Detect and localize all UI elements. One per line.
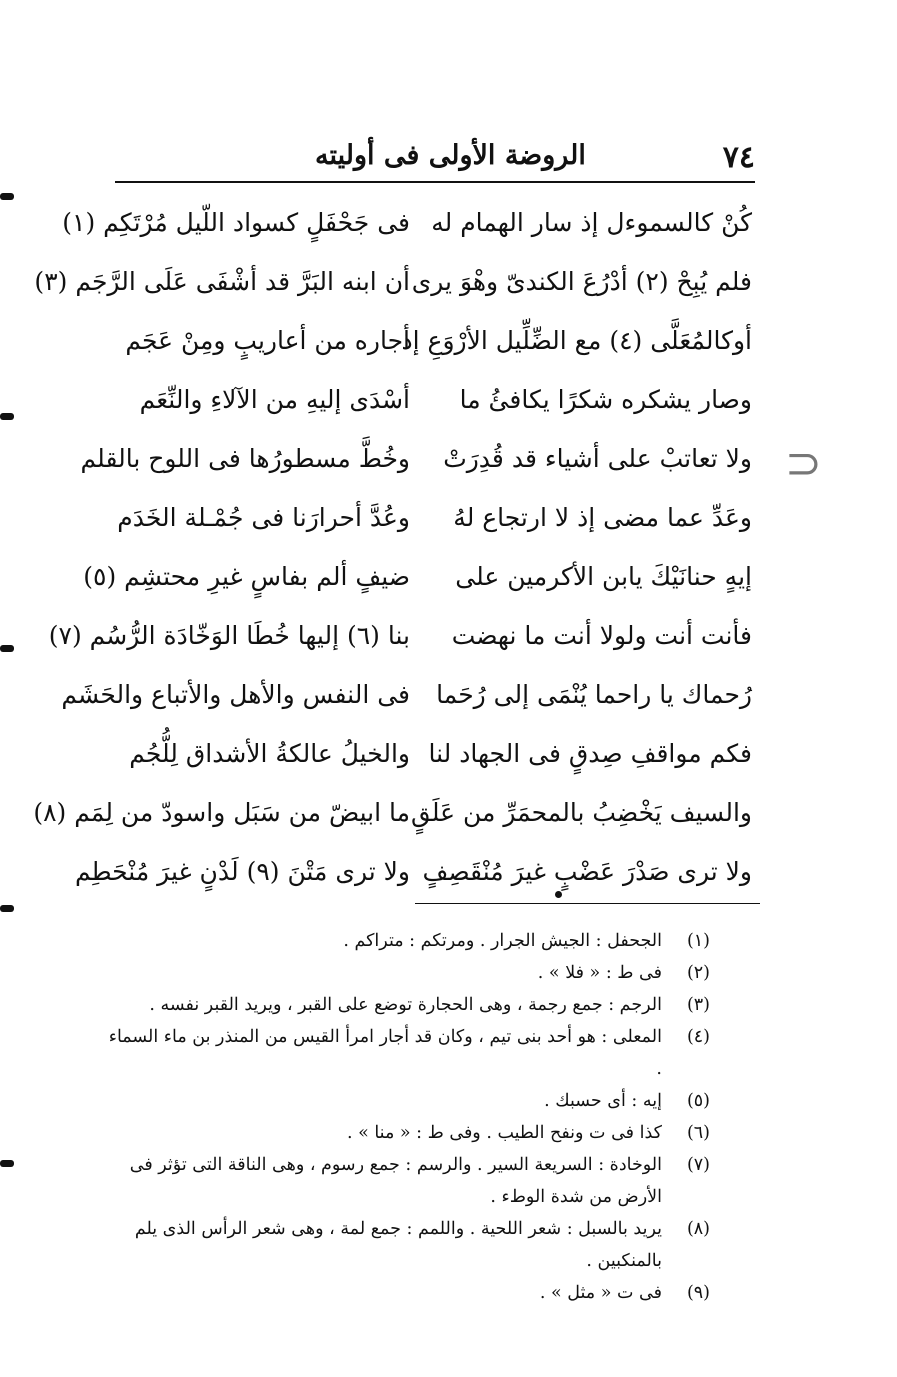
footnote xyxy=(100,1117,710,1149)
poem xyxy=(33,198,760,906)
verse xyxy=(48,611,760,670)
footnote-number: (٧) xyxy=(686,1155,710,1175)
binding-mark xyxy=(0,1160,14,1167)
first-hemistich: وعَدِّ عما مضى إذ لا ارتجاع لهُ xyxy=(453,503,752,532)
footnote-text: المعلى : هو أحد بنى تيم ، وكان قد أجار امرأ القيس من المنذر بن ماء السماء . xyxy=(108,1027,662,1079)
verse xyxy=(100,493,760,552)
verse xyxy=(83,552,760,611)
first-hemistich: فلم يُبِحْ (٢) أدْرُعَ الكندىّ وهْوَ يرى xyxy=(411,267,752,296)
footnote xyxy=(100,989,710,1021)
footnote-number: (٦) xyxy=(686,1123,710,1143)
footnote xyxy=(100,1149,710,1213)
first-hemistich: رُحماك يا راحما يُنْمَى إلى رُحَما xyxy=(436,680,752,709)
footnote xyxy=(100,1277,710,1309)
footnotes xyxy=(100,925,710,1309)
second-hemistich: فى النفس والأهل والأتباع والحَشَم xyxy=(61,680,410,709)
verse xyxy=(61,670,760,729)
verse xyxy=(62,198,760,257)
verse xyxy=(80,434,760,493)
verse xyxy=(34,257,760,316)
footnote-text: فى ط : « فلا » . xyxy=(537,963,662,983)
second-hemistich: بنا (٦) إليها خُطَا الوَخّادَة الرُّسُم (٧) xyxy=(48,621,410,650)
first-hemistich: ولا ترى صَدْرَ عَضْبٍ غيرَ مُنْقَصِفٍ xyxy=(422,857,752,886)
verse xyxy=(100,316,760,375)
footnote-number: (٢) xyxy=(686,963,710,983)
running-title: الروضة الأولى فى أوليته xyxy=(315,140,586,171)
second-hemistich: فى جَحْفَلٍ كسواد اللّيل مُرْتَكِم (١) xyxy=(62,208,410,237)
page-header xyxy=(115,140,755,180)
footnote-text: إيه : أى حسبك . xyxy=(544,1091,662,1111)
second-hemistich: أسْدَى إليهِ من الآلاءِ والنِّعَم xyxy=(139,385,410,414)
second-hemistich: والخيلُ عالكةُ الأشداق لِلُّجُم xyxy=(129,739,410,768)
verse xyxy=(33,788,760,847)
binding-mark xyxy=(0,413,14,420)
binding-mark xyxy=(0,193,14,200)
footnote-number: (٣) xyxy=(686,995,710,1015)
second-hemistich: ولا ترى مَتْنَ (٩) لَدْنٍ غيرَ مُنْحَطِم xyxy=(75,857,410,886)
verse xyxy=(75,847,760,906)
first-hemistich: ولا تعاتبْ على أشياء قد قُدِرَتْ xyxy=(443,444,752,473)
first-hemistich: كُنْ كالسموءل إذ سار الهمام له xyxy=(431,208,752,237)
first-hemistich: أوكالمُعَلَّى (٤) مع الضِّلِّيل الأرْوَعِ إذ xyxy=(401,326,752,355)
footnote-number: (٥) xyxy=(686,1091,710,1111)
footnote-text: كذا فى ت ونفح الطيب . وفى ط : « منا » . xyxy=(346,1123,662,1143)
margin-mark: ⊃ xyxy=(785,438,822,489)
footnote-separator xyxy=(415,903,760,904)
footnote-text: فى ت « مثل » . xyxy=(539,1283,662,1303)
footnote-number: (٨) xyxy=(686,1219,710,1239)
footnote-text: يريد بالسبل : شعر اللحية . واللمم : جمع لمة ، وهى شعر الرأس الذى يلم بالمنكبين . xyxy=(134,1219,662,1271)
first-hemistich: والسيف يَخْضِبُ بالمحمَرِّ من عَلَقٍ xyxy=(411,798,752,827)
footnote-text: الوخادة : السريعة السير . والرسم : جمع رسوم ، وهى الناقة التى تؤثر فى الأرض من شدة الوطء . xyxy=(129,1155,662,1207)
footnote xyxy=(100,1021,710,1085)
second-hemistich: أن ابنه البَرَّ قد أشْفَى عَلَى الرَّجَم (٣) xyxy=(34,267,410,296)
second-hemistich: ما ابيضّ من سَبَل واسودّ من لِمَم (٨) xyxy=(33,798,410,827)
footnote-number: (٩) xyxy=(686,1283,710,1303)
footnote xyxy=(100,957,710,989)
footnote-number: (١) xyxy=(686,931,710,951)
footnote-text: الرجم : جمع رجمة ، وهى الحجارة توضع على القبر ، ويريد القبر نفسه . xyxy=(149,995,662,1015)
first-hemistich: إيهٍ حنانَيْكَ يابن الأكرمين على xyxy=(455,562,752,591)
footnote-number: (٤) xyxy=(686,1027,710,1047)
footnote-text: الجحفل : الجيش الجرار . ومرتكم : متراكم . xyxy=(343,931,662,951)
footnote xyxy=(100,925,710,957)
second-hemistich: ضيفٍ ألم بفاسٍ غيرِ محتشِم (٥) xyxy=(83,562,410,591)
first-hemistich: وصار يشكره شكرًا يكافئُ ما xyxy=(459,385,752,414)
second-hemistich: وخُطَّ مسطورُها فى اللوح بالقلم xyxy=(80,444,410,473)
footnote xyxy=(100,1213,710,1277)
binding-mark xyxy=(0,905,14,912)
second-hemistich: أجاره من أعاريبٍ ومِنْ عَجَم xyxy=(125,326,410,355)
first-hemistich: فأنت أنت ولولا أنت ما نهضت xyxy=(451,621,752,650)
binding-mark xyxy=(0,645,14,652)
first-hemistich: فكم مواقفِ صِدقٍ فى الجهاد لنا xyxy=(428,739,752,768)
header-rule xyxy=(115,181,755,183)
footnote xyxy=(100,1085,710,1117)
ink-dot xyxy=(555,891,562,898)
verse xyxy=(100,375,760,434)
second-hemistich: وعُدَّ أحرارَنا فى جُمْـلة الخَدَم xyxy=(117,503,410,532)
page-number: ٧٤ xyxy=(722,140,755,175)
verse xyxy=(100,729,760,788)
